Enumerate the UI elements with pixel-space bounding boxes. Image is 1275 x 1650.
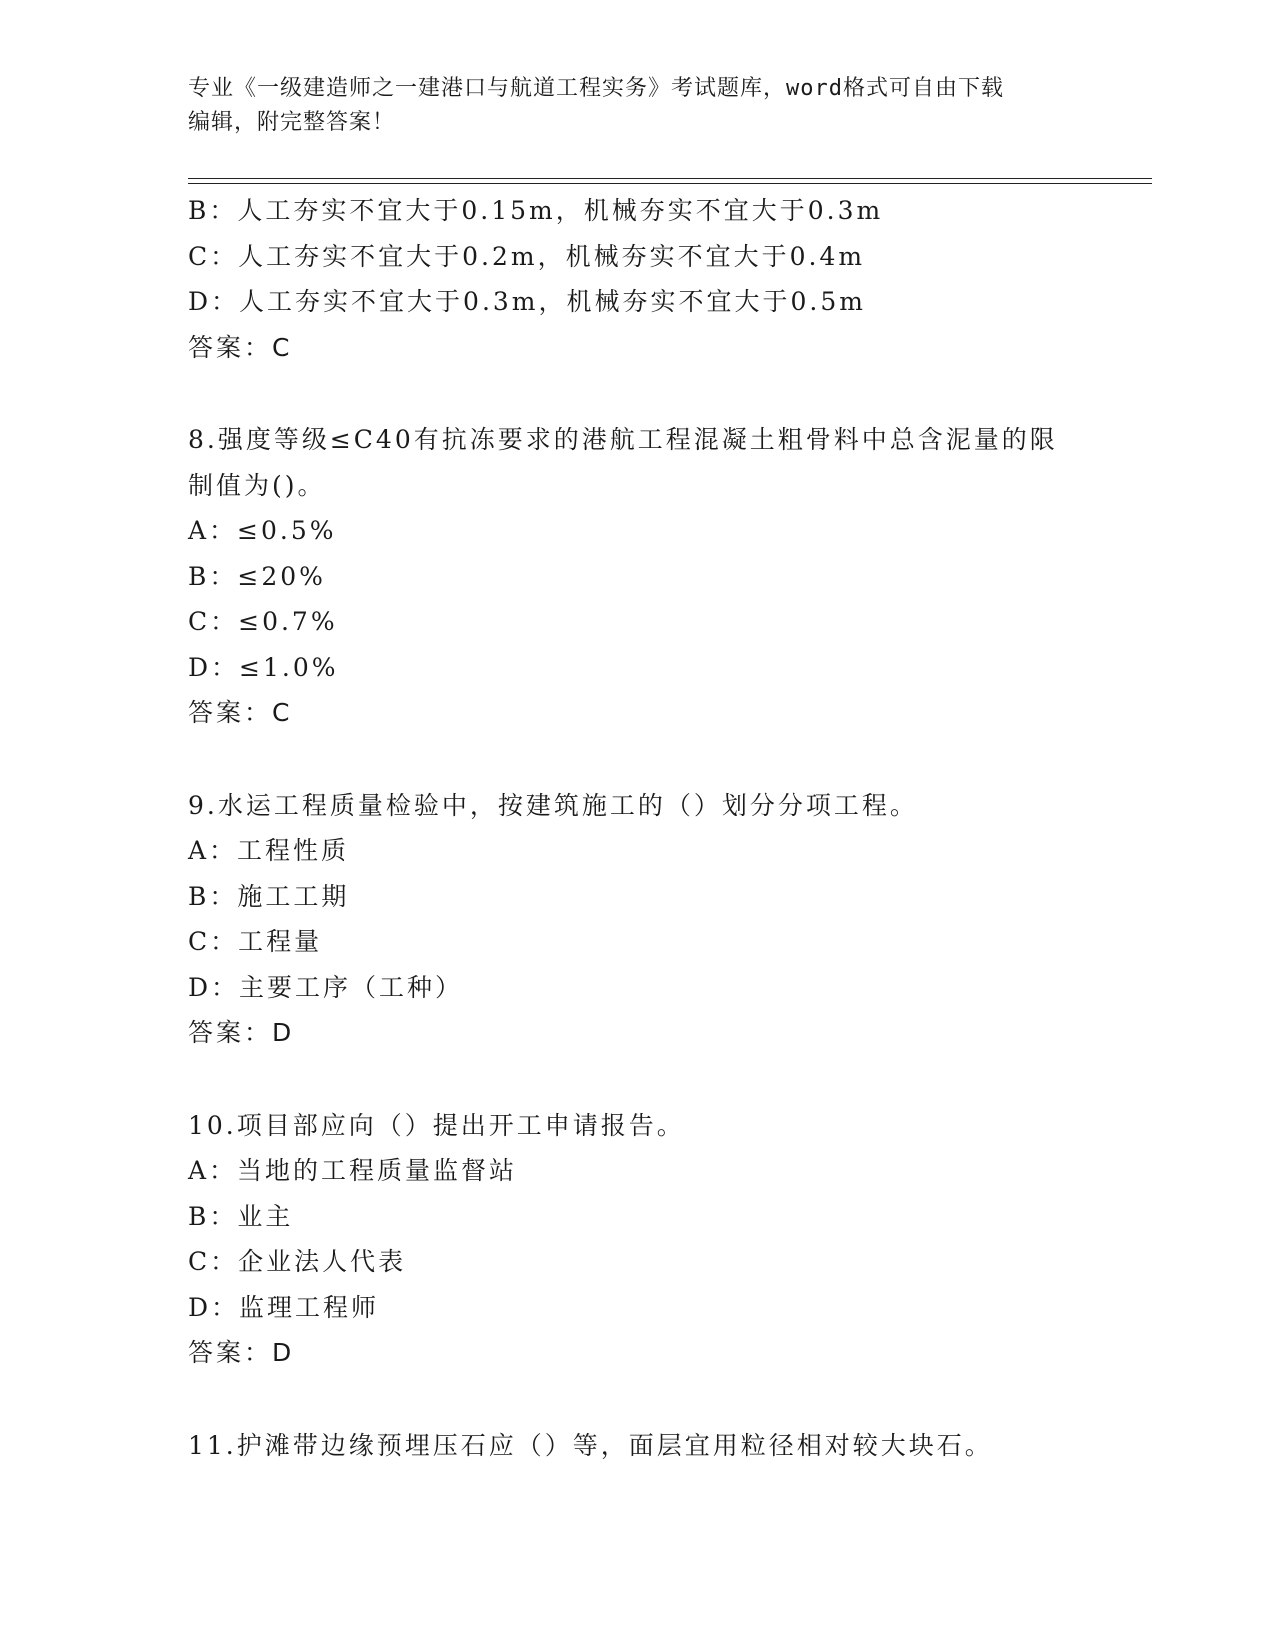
option-d: D：≤1.0% (188, 652, 339, 682)
header-divider-top (188, 178, 1152, 179)
option-a: A：工程性质 (188, 836, 350, 865)
question-list (188, 188, 1088, 1468)
header-line-1: 专业《一级建造师之一建港口与航道工程实务》考试题库，word格式可自由下载 (188, 76, 1004, 101)
option-d: D：主要工序（工种） (188, 972, 464, 1002)
question-stem: 11.护滩带边缘预埋压石应（）等，面层宜用粒径相对较大块石。 (188, 1430, 993, 1460)
option-b: B：业主 (188, 1201, 294, 1231)
option-b: B：人工夯实不宜大于0.15m，机械夯实不宜大于0.3m (188, 196, 884, 225)
option-b: B：施工工期 (188, 881, 350, 911)
question-7-continued (188, 188, 1088, 370)
answer: 答案：C (188, 332, 293, 362)
question-stem: 8.强度等级≤C40有抗冻要求的港航工程混凝土粗骨料中总含泥量的限 (188, 425, 1058, 454)
header-divider-bottom (188, 183, 1152, 184)
question-stem: 9.水运工程质量检验中，按建筑施工的（）划分分项工程。 (188, 790, 918, 820)
question-9 (188, 783, 1088, 1056)
document-header (188, 72, 1088, 140)
answer: 答案：D (188, 1018, 295, 1047)
option-d: D：监理工程师 (188, 1292, 380, 1322)
option-b: B：≤20% (188, 561, 326, 591)
question-11 (188, 1423, 1088, 1469)
option-a: A：≤0.5% (188, 516, 337, 545)
header-line-2: 编辑，附完整答案！ (188, 110, 396, 135)
option-c: C：工程量 (188, 927, 323, 956)
answer: 答案：C (188, 698, 293, 727)
option-c: C：企业法人代表 (188, 1247, 407, 1276)
option-d: D：人工夯实不宜大于0.3m，机械夯实不宜大于0.5m (188, 287, 866, 316)
question-8 (188, 417, 1088, 736)
answer: 答案：D (188, 1338, 295, 1367)
option-c: C：≤0.7% (188, 607, 338, 636)
question-stem: 10.项目部应向（）提出开工申请报告。 (188, 1110, 685, 1140)
option-a: A：当地的工程质量监督站 (188, 1156, 518, 1185)
question-stem: 制值为()。 (188, 470, 326, 500)
question-10 (188, 1103, 1088, 1376)
option-c: C：人工夯实不宜大于0.2m，机械夯实不宜大于0.4m (188, 241, 866, 271)
